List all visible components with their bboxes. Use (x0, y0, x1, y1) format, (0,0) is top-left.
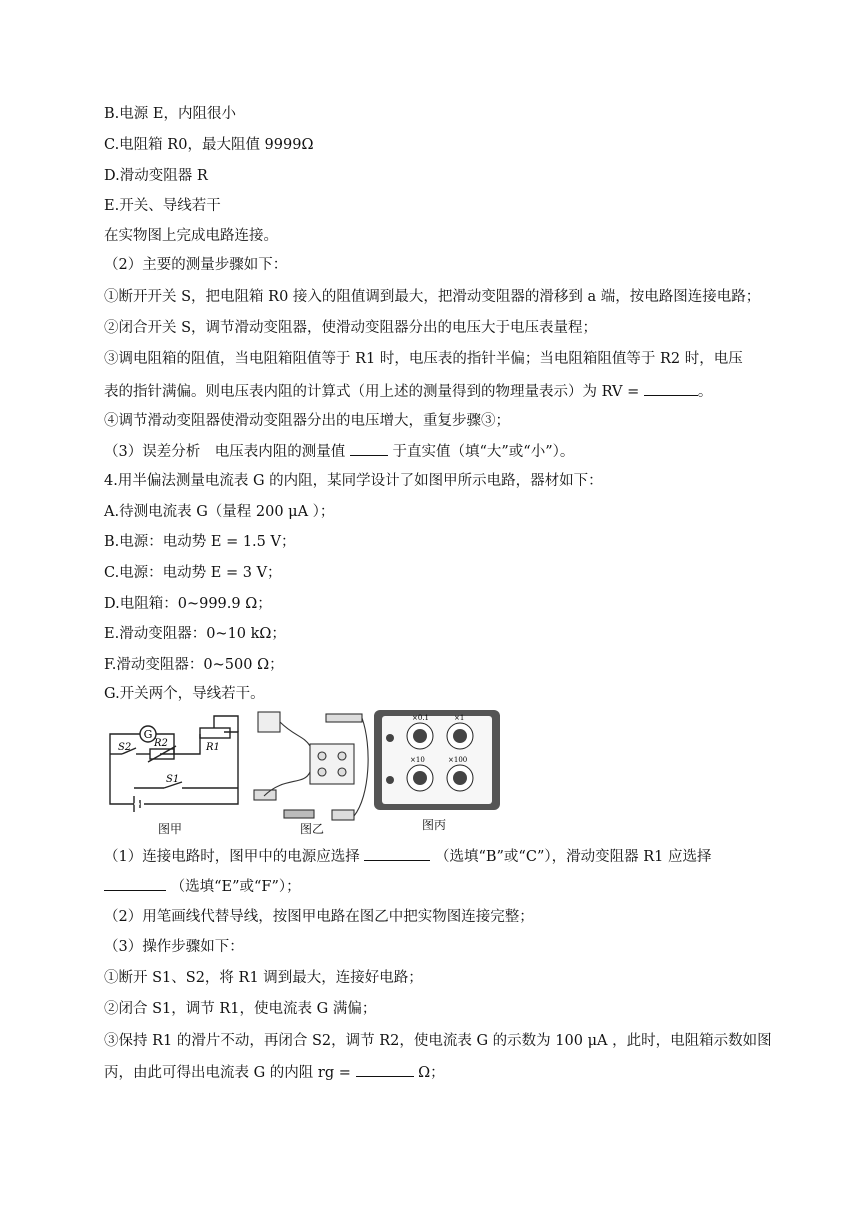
text-line-4: E.开关、导线若干 (104, 198, 221, 214)
text-line-6: （2）主要的测量步骤如下： (104, 257, 288, 273)
item-c: C.电源：电动势 E = 3 V； (104, 565, 282, 581)
step-1-line (104, 846, 711, 867)
item-e: E.滑动变阻器：0~10 kΩ； (104, 626, 286, 642)
step-2-line: （2）用笔画线代替导线，按图甲电路在图乙中把实物图连接完整； (104, 909, 534, 925)
figure-b-apparatus (254, 712, 368, 820)
answer-blank-rheostat[interactable] (104, 876, 166, 891)
step-1a: （1）连接电路时，图甲中的电源应选择 (104, 849, 360, 865)
text-line-12b: 于直实值（填“大”或“小”）。 (392, 444, 575, 460)
answer-blank-rg[interactable] (356, 1062, 414, 1077)
text-line-2: C.电阻箱 R0，最大阻值 9999Ω (104, 137, 314, 153)
op-1-line: ①断开 S1、S2，将 R1 调到最大，连接好电路； (104, 970, 423, 986)
label-dial-x1: ×1 (454, 714, 465, 722)
figure-svg (104, 706, 694, 838)
label-g: G (143, 728, 153, 741)
text-line-5: 在实物图上完成电路连接。 (104, 228, 278, 244)
step-3-line: （3）操作步骤如下： (104, 939, 244, 955)
answer-blank-source[interactable] (364, 846, 430, 861)
op-2-line: ②闭合 S1，调节 R1，使电流表 G 满偏； (104, 1001, 377, 1017)
text-line-10-text: 表的指针满偏。则电压表内阻的计算式（用上述的测量得到的物理量表示）为 RV = (104, 384, 640, 400)
answer-blank-rv[interactable] (644, 381, 698, 396)
question-4-intro: 4.用半偏法测量电流表 G 的内阻，某同学设计了如图甲所示电路，器材如下： (104, 473, 603, 489)
label-dial-x100: ×100 (448, 756, 468, 764)
caption-fig-c: 图丙 (422, 818, 447, 832)
text-line-3: D.滑动变阻器 R (104, 168, 208, 184)
step-1-line2 (104, 876, 301, 897)
caption-fig-a: 图甲 (158, 822, 183, 836)
step-1b: （选填“B”或“C”），滑动变阻器 R1 应选择 (434, 849, 712, 865)
figure-a-circuit (110, 716, 238, 812)
label-dial-x10: ×10 (410, 756, 425, 764)
caption-fig-b: 图乙 (300, 822, 325, 836)
op-3-line2 (104, 1062, 445, 1083)
item-g: G.开关两个，导线若干。 (104, 686, 265, 702)
text-line-9: ③调电阻箱的阻值，当电阻箱阻值等于 R1 时，电压表的指针半偏；当电阻箱阻值等于 R2 时，电压 (104, 351, 743, 367)
figure-c-resistance-box (374, 710, 500, 810)
text-line-12a: （3）误差分析 电压表内阻的测量值 (104, 444, 346, 460)
text-line-7: ①断开开关 S，把电阻箱 R0 接入的阻值调到最大，把滑动变阻器的滑移到 a 端，按电路图连接电路； (104, 289, 761, 305)
text-line-1: B.电源 E，内阻很小 (104, 106, 236, 122)
op-3b: 丙，由此可得出电流表 G 的内阻 rg = (104, 1065, 351, 1081)
item-b: B.电源：电动势 E = 1.5 V； (104, 534, 296, 550)
step-1c: （选填“E”或“F”）； (170, 879, 301, 895)
label-dial-x01: ×0.1 (412, 714, 429, 722)
item-a: A.待测电流表 G（量程 200 μA ）； (104, 504, 335, 520)
item-d: D.电阻箱：0~999.9 Ω； (104, 596, 272, 612)
op-3-line: ③保持 R1 的滑片不动，再闭合 S2，调节 R2，使电流表 G 的示数为 100 μA ，此时，电阻箱示数如图 (104, 1033, 772, 1049)
label-s1: S1 (166, 774, 180, 785)
text-line-8: ②闭合开关 S，调节滑动变阻器，使滑动变阻器分出的电压大于电压表量程； (104, 320, 598, 336)
figure-group (104, 706, 694, 838)
text-line-11: ④调节滑动变阻器使滑动变阻器分出的电压增大，重复步骤③； (104, 413, 510, 429)
item-f: F.滑动变阻器：0~500 Ω； (104, 657, 284, 673)
label-r2: R2 (154, 738, 168, 749)
answer-blank-error[interactable] (350, 441, 388, 456)
text-line-12 (104, 441, 574, 462)
op-3c: Ω； (418, 1065, 445, 1081)
text-line-10: 表的指针满偏。则电压表内阻的计算式（用上述的测量得到的物理量表示）为 RV = 。 (104, 381, 712, 402)
label-r1: R1 (206, 742, 220, 753)
label-s2: S2 (118, 742, 132, 753)
